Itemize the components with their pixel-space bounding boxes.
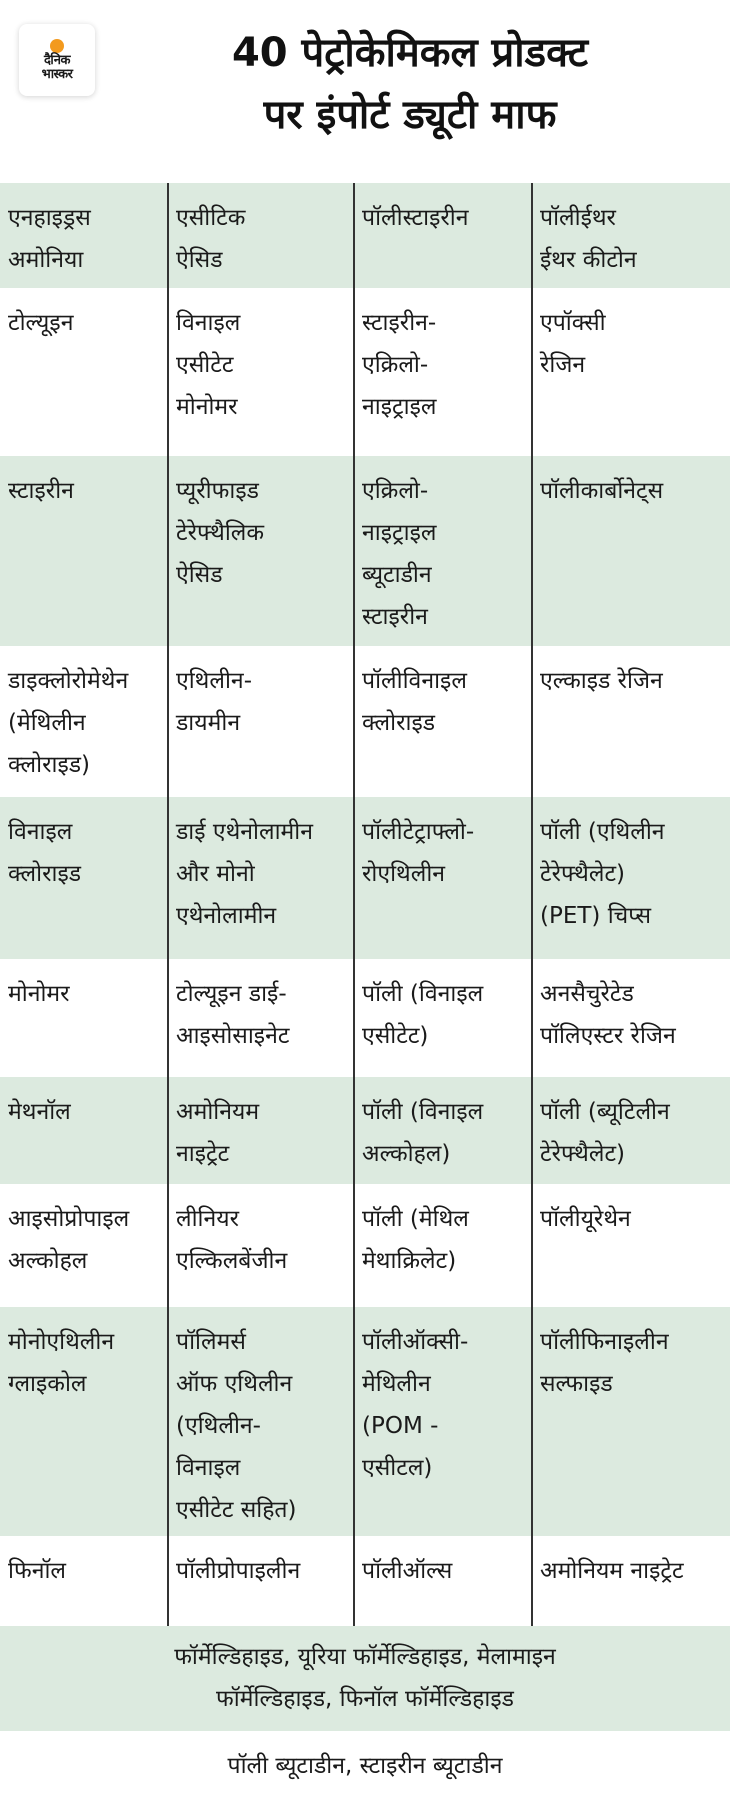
table-cell: पॉली (विनाइल एसीटेट) bbox=[362, 981, 484, 1049]
table-cell: पॉली (एथिलीन टेरेफ्थैलेट) (PET) चिप्स bbox=[540, 819, 665, 929]
header bbox=[0, 0, 730, 183]
table-cell: मोनोएथिलीन ग्लाइकोल bbox=[8, 1329, 115, 1397]
table-cell: लीनियर एल्किलबेंजीन bbox=[176, 1206, 288, 1274]
table-cell: अमोनियम नाइट्रेट bbox=[176, 1099, 260, 1167]
product-table bbox=[0, 183, 730, 1626]
table-cell: पॉलीयूरेथेन bbox=[540, 1206, 631, 1232]
table-cell: पॉलीटेट्राफ्लो- रोएथिलीन bbox=[362, 819, 475, 887]
page-title bbox=[110, 22, 710, 146]
footer-row-polybutadiene: पॉली ब्यूटाडीन, स्टाइरीन ब्यूटाडीन bbox=[0, 1731, 730, 1803]
title-line1: 40 पेट्रोकेमिकल प्रोडक्ट bbox=[231, 30, 589, 76]
table-row bbox=[0, 1077, 730, 1184]
table-cell: पॉलीप्रोपाइलीन bbox=[176, 1558, 301, 1584]
table-row bbox=[0, 288, 730, 456]
logo-sun-dot-icon bbox=[50, 39, 64, 53]
table-cell: स्टाइरीन- एक्रिलो- नाइट्राइल bbox=[362, 310, 437, 420]
table-cell: मेथनॉल bbox=[8, 1099, 71, 1125]
column-divider bbox=[167, 183, 169, 1626]
table-cell: अनसैचुरेटेड पॉलिएस्टर रेजिन bbox=[540, 981, 676, 1049]
table-cell: पॉली (मेथिल मेथाक्रिलेट) bbox=[362, 1206, 469, 1274]
table-cell: टोल्यूइन डाई- आइसोसाइनेट bbox=[176, 981, 290, 1049]
table-cell: डाई एथेनोलामीन और मोनो एथेनोलामीन bbox=[176, 819, 314, 929]
logo-text-line1: दैनिक bbox=[44, 52, 70, 68]
table-cell: पॉलीफिनाइलीन सल्फाइड bbox=[540, 1329, 669, 1397]
table-row bbox=[0, 456, 730, 646]
table-row bbox=[0, 1307, 730, 1536]
table-cell: अमोनियम नाइट्रेट bbox=[540, 1558, 684, 1584]
table-cell: पॉलिमर्स ऑफ एथिलीन (एथिलीन- विनाइल एसीटेट सहित) bbox=[176, 1329, 297, 1523]
table-cell: पॉलीऑल्स bbox=[362, 1558, 453, 1584]
table-cell: विनाइल क्लोराइड bbox=[8, 819, 82, 887]
table-cell: एक्रिलो- नाइट्राइल ब्यूटाडीन स्टाइरीन bbox=[362, 478, 437, 630]
table-cell: पॉलीकार्बोनेट्स bbox=[540, 478, 664, 504]
table-cell: पॉलीस्टाइरीन bbox=[362, 205, 469, 231]
table-cell: विनाइल एसीटेट मोनोमर bbox=[176, 310, 241, 420]
table-cell: आइसोप्रोपाइल अल्कोहल bbox=[8, 1206, 130, 1274]
table-cell: डाइक्लोरोमेथेन (मेथिलीन क्लोराइड) bbox=[8, 668, 129, 778]
table-cell: टोल्यूइन bbox=[8, 310, 74, 336]
table-cell: एल्काइड रेजिन bbox=[540, 668, 663, 694]
table-cell: पॉलीईथर ईथर कीटोन bbox=[540, 205, 637, 273]
table-cell: एनहाइड्रस अमोनिया bbox=[8, 205, 91, 273]
footer-row-formaldehyde: फॉर्मेल्डिहाइड, यूरिया फॉर्मेल्डिहाइड, मेलामाइन फॉर्मेल्डिहाइड, फिनॉल फॉर्मेल्डिहाइड bbox=[0, 1626, 730, 1731]
dainik-bhaskar-logo bbox=[19, 24, 95, 96]
table-cell: स्टाइरीन bbox=[8, 478, 74, 504]
table-cell: प्यूरीफाइड टेरेफ्थैलिक ऐसिड bbox=[176, 478, 265, 588]
table-row bbox=[0, 1536, 730, 1626]
table-row bbox=[0, 959, 730, 1077]
table-row bbox=[0, 646, 730, 797]
column-divider bbox=[531, 183, 533, 1626]
table-row bbox=[0, 183, 730, 288]
table-cell: पॉली (विनाइल अल्कोहल) bbox=[362, 1099, 484, 1167]
table-cell: पॉली (ब्यूटिलीन टेरेफ्थैलेट) bbox=[540, 1099, 670, 1167]
table-row bbox=[0, 1184, 730, 1307]
column-divider bbox=[353, 183, 355, 1626]
table-cell: एथिलीन- डायमीन bbox=[176, 668, 252, 736]
title-line2: पर इंपोर्ट ड्यूटी माफ bbox=[263, 92, 557, 138]
table-cell: पॉलीऑक्सी- मेथिलीन (POM - एसीटल) bbox=[362, 1329, 469, 1481]
table-cell: एसीटिक ऐसिड bbox=[176, 205, 246, 273]
table-cell: एपॉक्सी रेजिन bbox=[540, 310, 606, 378]
table-cell: फिनॉल bbox=[8, 1558, 67, 1584]
table-row bbox=[0, 797, 730, 959]
table-cell: मोनोमर bbox=[8, 981, 70, 1007]
logo-text-line2: भास्कर bbox=[41, 66, 73, 82]
table-cell: पॉलीविनाइल क्लोराइड bbox=[362, 668, 467, 736]
